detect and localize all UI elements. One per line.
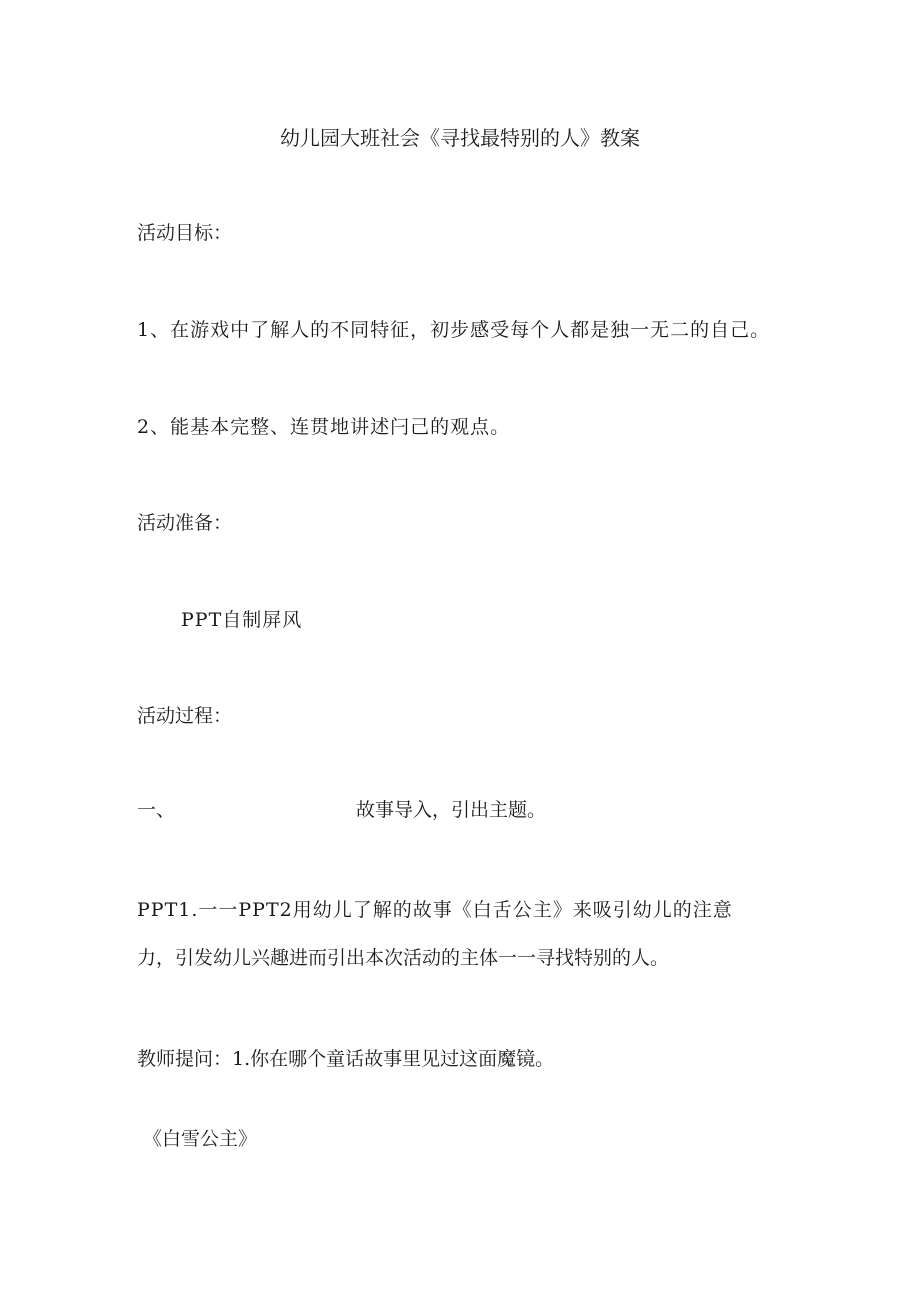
process-heading: 活动过程： bbox=[137, 705, 233, 727]
step-1-title: 故事导入，引出主题。 bbox=[356, 799, 547, 821]
document-title: 幼儿园大班社会《寻找最特别的人》教案 bbox=[280, 126, 640, 150]
goal-item-2: 2、能基本完整、连贯地讲述闩己的观点。 bbox=[137, 416, 511, 438]
step-1-paragraph-line-1: PPT1.一一PPT2用幼儿了解的故事《白舌公主》来吸引幼儿的注意 bbox=[137, 899, 733, 921]
step-1-number: 一、 bbox=[137, 799, 176, 821]
goals-heading: 活动目标： bbox=[137, 222, 233, 244]
goal-item-1: 1、在游戏中了解人的不同特征，初步感受每个人都是独一无二的自己。 bbox=[137, 319, 771, 341]
prep-items: PPT自制屏风 bbox=[181, 609, 303, 631]
answer-text: 《白雪公主》 bbox=[143, 1128, 258, 1150]
prep-heading: 活动准备： bbox=[137, 512, 233, 534]
teacher-question: 教师提问：1.你在哪个童话故事里见过这面魔镜。 bbox=[137, 1048, 555, 1070]
step-1-paragraph-line-2: 力，引发幼儿兴趣进而引出本次活动的主体一一寻找特别的人。 bbox=[137, 947, 670, 969]
